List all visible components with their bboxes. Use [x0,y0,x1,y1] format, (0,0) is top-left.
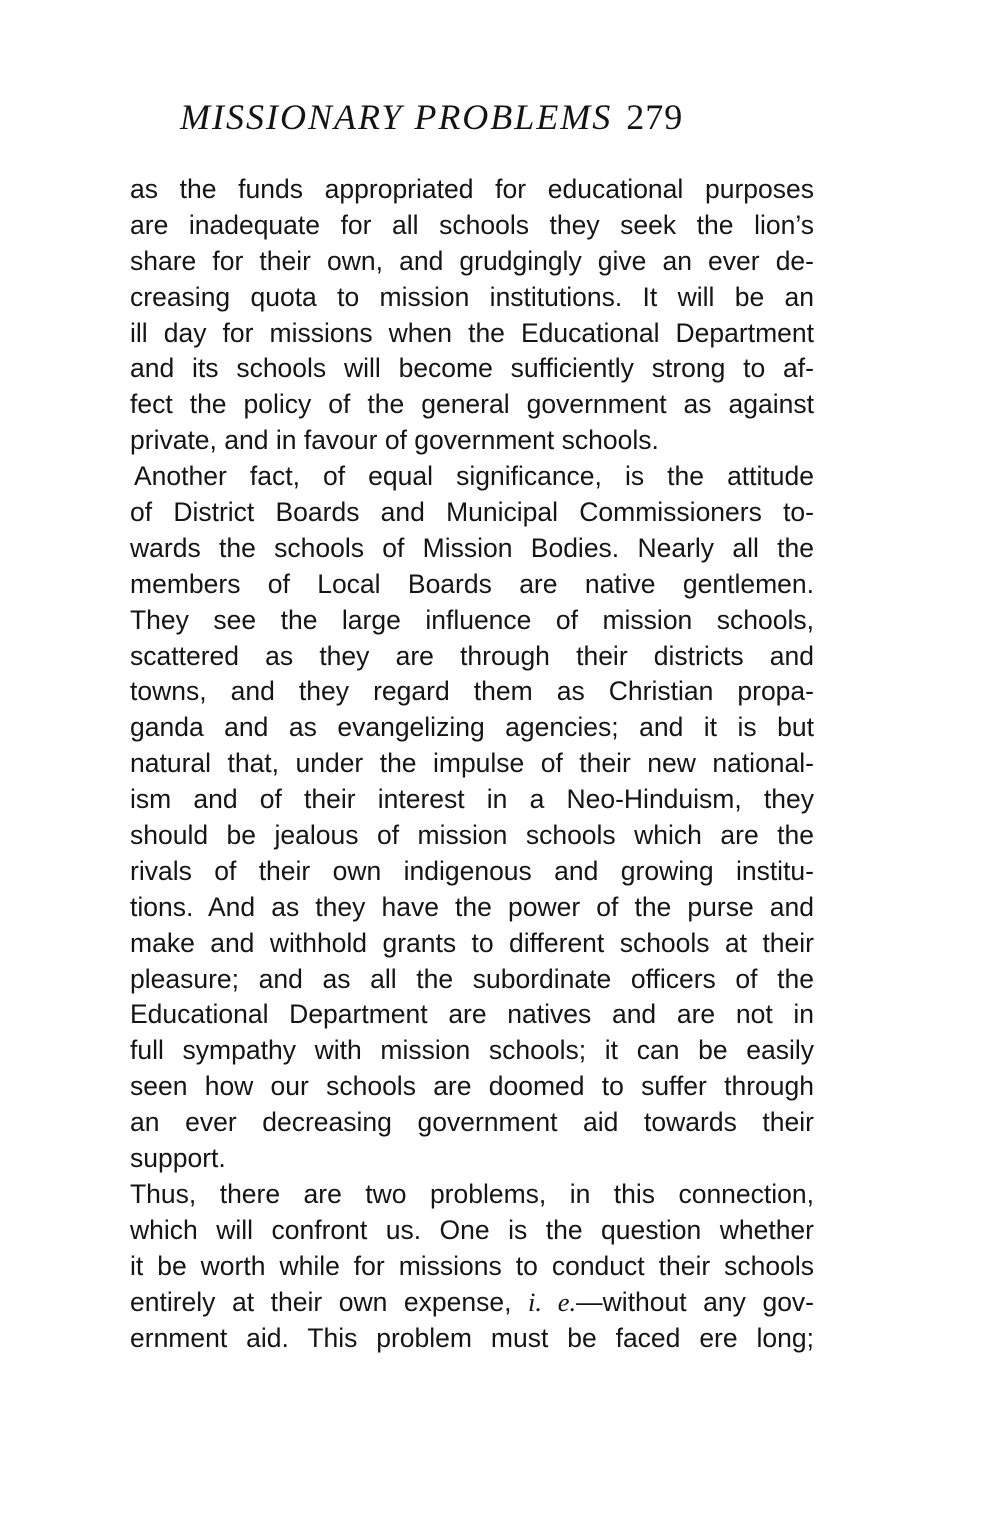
text-line: ill day for missions when the Educational Department [130,317,814,348]
text-line: They see the large influence of mission schools, [130,604,814,635]
paragraph-2 [130,459,814,1177]
text-line: make and withhold grants to different schools at their [130,927,814,958]
text-line: fect the policy of the general government as against [130,389,814,420]
text-line: are inadequate for all schools they seek the lion’s [130,209,814,240]
text-line: and its schools will become sufficiently strong to af- [130,353,814,384]
text-line-mixed [130,1285,814,1321]
text-line: Thus, there are two problems, in this connection, [130,1178,814,1209]
text-line: Educational Department are natives and are not in [130,999,814,1030]
text-line: ism and of their interest in a Neo-Hinduism, they [130,784,814,815]
paragraph-1 [130,172,814,459]
text-line: wards the schools of Mission Bodies. Nearly all the [130,532,814,563]
italic-abbreviation: i. e. [527,1286,577,1317]
text-line: support. [130,1143,226,1174]
running-head [180,96,820,138]
text-line-wrap [130,459,814,495]
running-title: MISSIONARY PROBLEMS [180,97,613,137]
text-line: private, and in favour of government schools. [130,425,659,456]
text-line: tions. And as they have the power of the purse and [130,891,814,922]
text-line: creasing quota to mission institutions. It will be an [130,281,814,312]
text-line: natural that, under the impulse of their new national- [130,748,814,779]
body-text [130,172,814,1356]
text-line: rivals of their own indigenous and growing institu- [130,855,814,886]
text-line: an ever decreasing government aid towards their [130,1107,814,1138]
text-line: should be jealous of mission schools which are the [130,820,814,851]
text-line: which will confront us. One is the question whether [130,1214,814,1245]
text-line: scattered as they are through their districts and [130,640,814,671]
text-line: of District Boards and Municipal Commissioners to- [130,497,814,528]
text-line: as the funds appropriated for educational purposes [130,174,814,204]
text-line: ernment aid. This problem must be faced ere long; [130,1322,814,1353]
text-line: Another fact, of equal significance, is the attitude [134,461,814,492]
text-line: share for their own, and grudgingly give an ever de- [130,245,814,276]
text-line: members of Local Boards are native gentlemen. [130,568,814,599]
page-number: 279 [626,97,684,137]
text-line: full sympathy with mission schools; it can be easily [130,1035,814,1066]
paragraph-3 [130,1177,814,1356]
text-line: towns, and they regard them as Christian propa- [130,676,814,707]
text-line: pleasure; and as all the subordinate officers of the [130,963,814,994]
text-run: —without any gov- [576,1286,815,1317]
text-line: ganda and as evangelizing agencies; and it is but [130,712,814,743]
text-line: seen how our schools are doomed to suffer through [130,1071,814,1102]
text-line: it be worth while for missions to conduct their schools [130,1250,814,1281]
text-run: entirely at their own expense, [130,1286,528,1317]
